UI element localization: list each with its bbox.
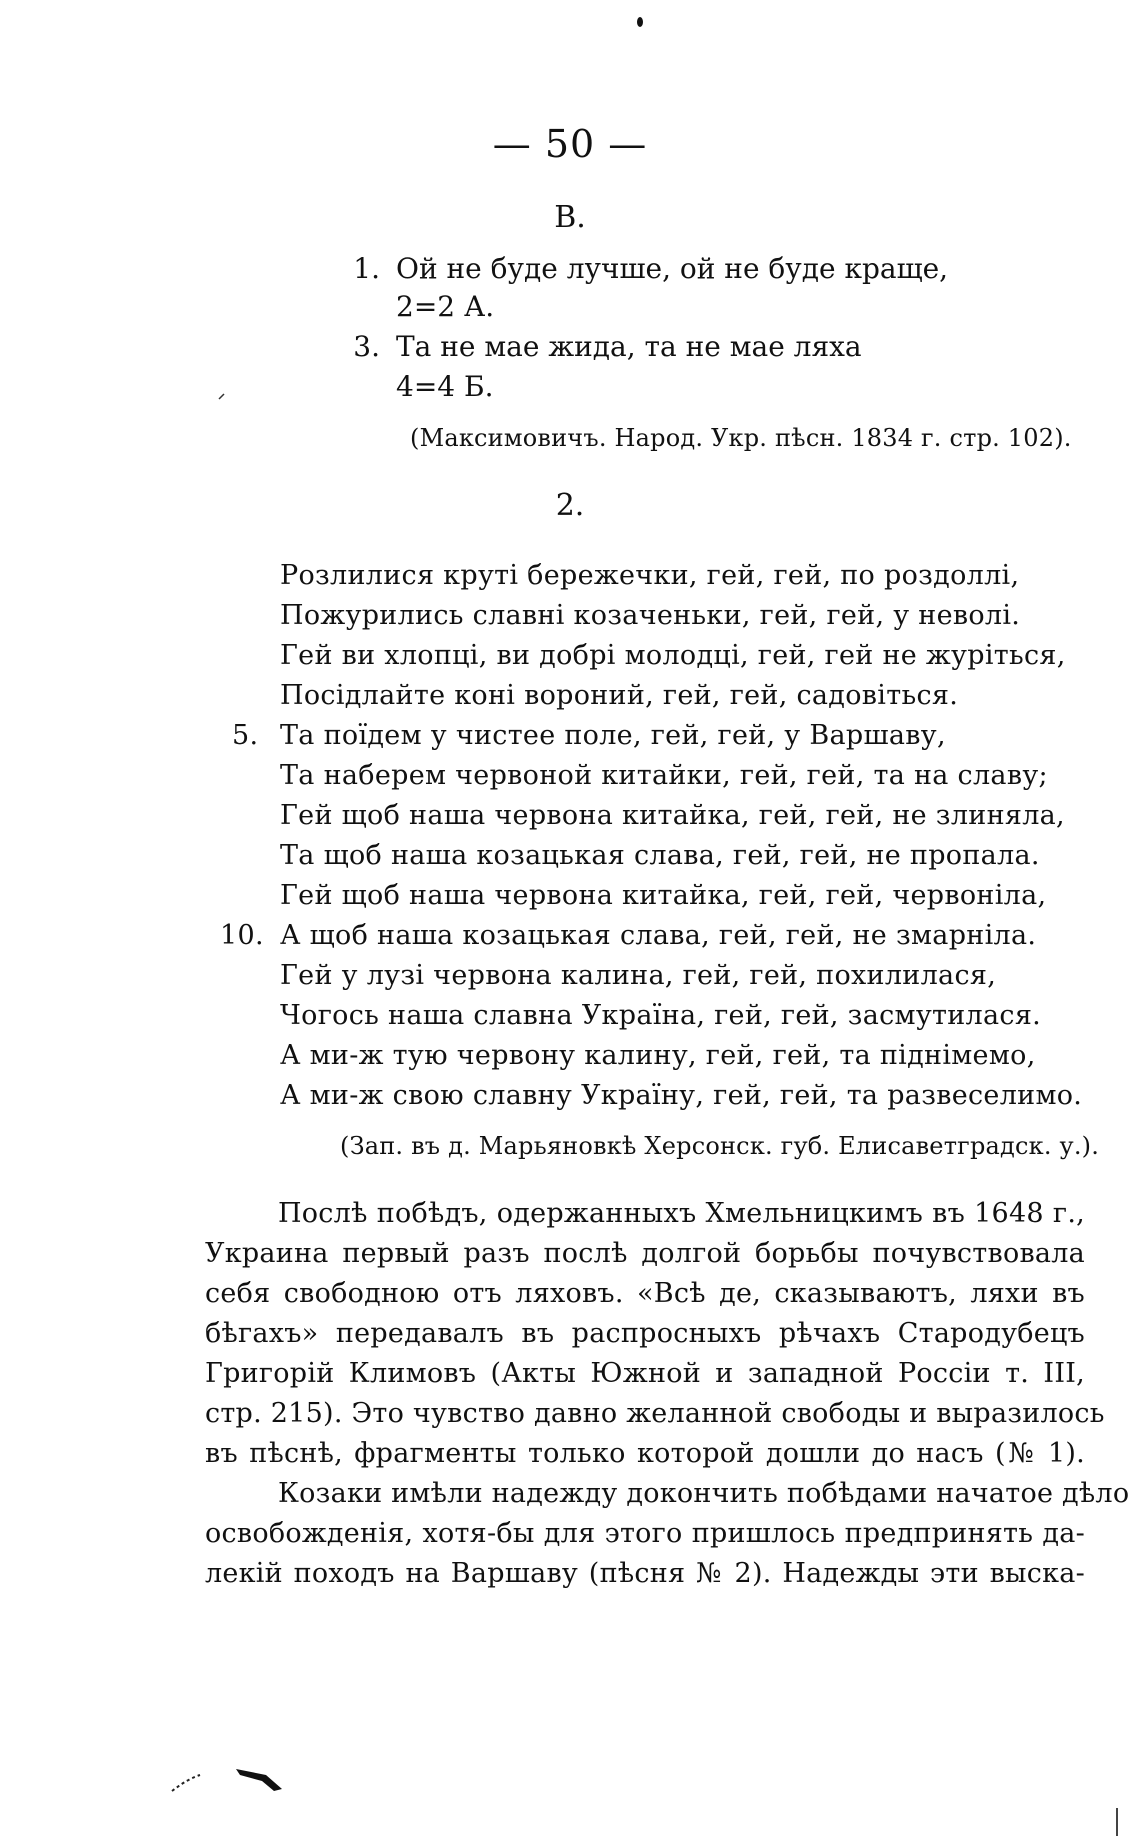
verse-number: 5. (232, 720, 259, 751)
variant-line (0, 370, 1140, 406)
prose-line: лекій походъ на Варшаву (пѣсня № 2). Надежды эти выска- (205, 1558, 1085, 1589)
section-letter: В. (554, 200, 586, 235)
variant-text: 2=2 А. (396, 290, 495, 323)
song-number: 2. (555, 488, 585, 523)
verse-text: Розлилися круті бережечки, гей, гей, по роздоллі, (280, 560, 1020, 591)
verse-text: Та наберем червоной китайки, гей, гей, та на славу; (280, 760, 1048, 791)
prose-line: Послѣ побѣдъ, одержанныхъ Хмельницкимъ въ 1648 г., (278, 1198, 1085, 1229)
verse-text: Та щоб наша козацькая слава, гей, гей, не пропала. (280, 840, 1040, 871)
prose-line: стр. 215). Это чувство давно желанной свободы и выразилось (205, 1398, 1105, 1429)
prose-line: освобожденія, хотя-бы для этого пришлось предпринять да- (205, 1518, 1085, 1549)
verse-line (280, 640, 1066, 671)
prose-line: себя свободною отъ ляховъ. «Всѣ де, сказываютъ, ляхи въ (205, 1278, 1085, 1309)
song-source-citation: (Зап. въ д. Марьяновкѣ Херсонск. губ. Елисаветградск. у.). (340, 1132, 1100, 1160)
verse-text: Та поїдем у чистее поле, гей, гей, у Варшаву, (280, 720, 946, 751)
verse-number: 10. (220, 920, 264, 951)
variant-text: 4=4 Б. (396, 370, 494, 403)
verse-text: Гей щоб наша червона китайка, гей, гей, не злиняла, (280, 800, 1065, 831)
prose-line: въ пѣснѣ, фрагменты только которой дошли до насъ (№ 1). (205, 1438, 1085, 1469)
verse-text: А ми-ж тую червону калину, гей, гей, та піднімемо, (280, 1040, 1036, 1071)
verse-line (280, 1000, 1041, 1031)
verse-line (280, 800, 1065, 831)
verse-line (280, 560, 1019, 591)
verse-line (280, 600, 1020, 631)
variant-text: Ой не буде лучше, ой не буде краще, (396, 252, 949, 285)
variant-number: 1. (353, 252, 380, 285)
verse-line (280, 680, 958, 711)
verse-line (280, 760, 1048, 791)
verse-text: Гей щоб наша червона китайка, гей, гей, червоніла, (280, 880, 1047, 911)
variant-line (0, 330, 1140, 366)
verse-text: Посідлайте коні вороний, гей, гей, садовіться. (280, 680, 959, 711)
verse-text: Пожурились славні козаченьки, гей, гей, у неволі. (280, 600, 1021, 631)
variant-number: 3. (353, 330, 380, 363)
verse-line (280, 960, 996, 991)
ink-speck-mark (635, 14, 645, 30)
variant-source-citation: (Максимовичъ. Народ. Укр. пѣсн. 1834 г. стр. 102). (410, 424, 1072, 452)
page-number: — 50 — (492, 122, 648, 166)
verse-line (280, 880, 1046, 911)
verse-text: Гей ви хлопці, ви добрі молодці, гей, гей не журіться, (280, 640, 1066, 671)
variant-line (0, 290, 1140, 326)
edge-mark (1114, 1808, 1120, 1836)
verse-line (220, 920, 1037, 951)
verse-line (232, 720, 946, 751)
verse-text: Чогось наша славна Україна, гей, гей, засмутилася. (280, 1000, 1042, 1031)
verse-text: А ми-ж свою славну Україну, гей, гей, та развеселимо. (280, 1080, 1083, 1111)
prose-line: Украина первый разъ послѣ долгой борьбы почувствовала (205, 1238, 1085, 1269)
verse-text: Гей у лузі червона калина, гей, гей, похилилася, (280, 960, 997, 991)
verse-text: А щоб наша козацькая слава, гей, гей, не змарніла. (280, 920, 1037, 951)
variant-line (0, 252, 1140, 288)
margin-tick-mark (218, 392, 226, 400)
prose-line: бѣгахъ» передавалъ въ распросныхъ рѣчахъ Стародубецъ (205, 1318, 1085, 1349)
verse-line (280, 1040, 1036, 1071)
verse-line (280, 1080, 1082, 1111)
verse-line (280, 840, 1040, 871)
variant-text: Та не мае жида, та не мае ляха (396, 330, 862, 363)
scan-artifact-mark (170, 1755, 290, 1795)
prose-line: Козаки имѣли надежду докончить побѣдами начатое дѣло (278, 1478, 1130, 1509)
prose-line: Григорій Климовъ (Акты Южной и западной Россіи т. III, (205, 1358, 1085, 1389)
